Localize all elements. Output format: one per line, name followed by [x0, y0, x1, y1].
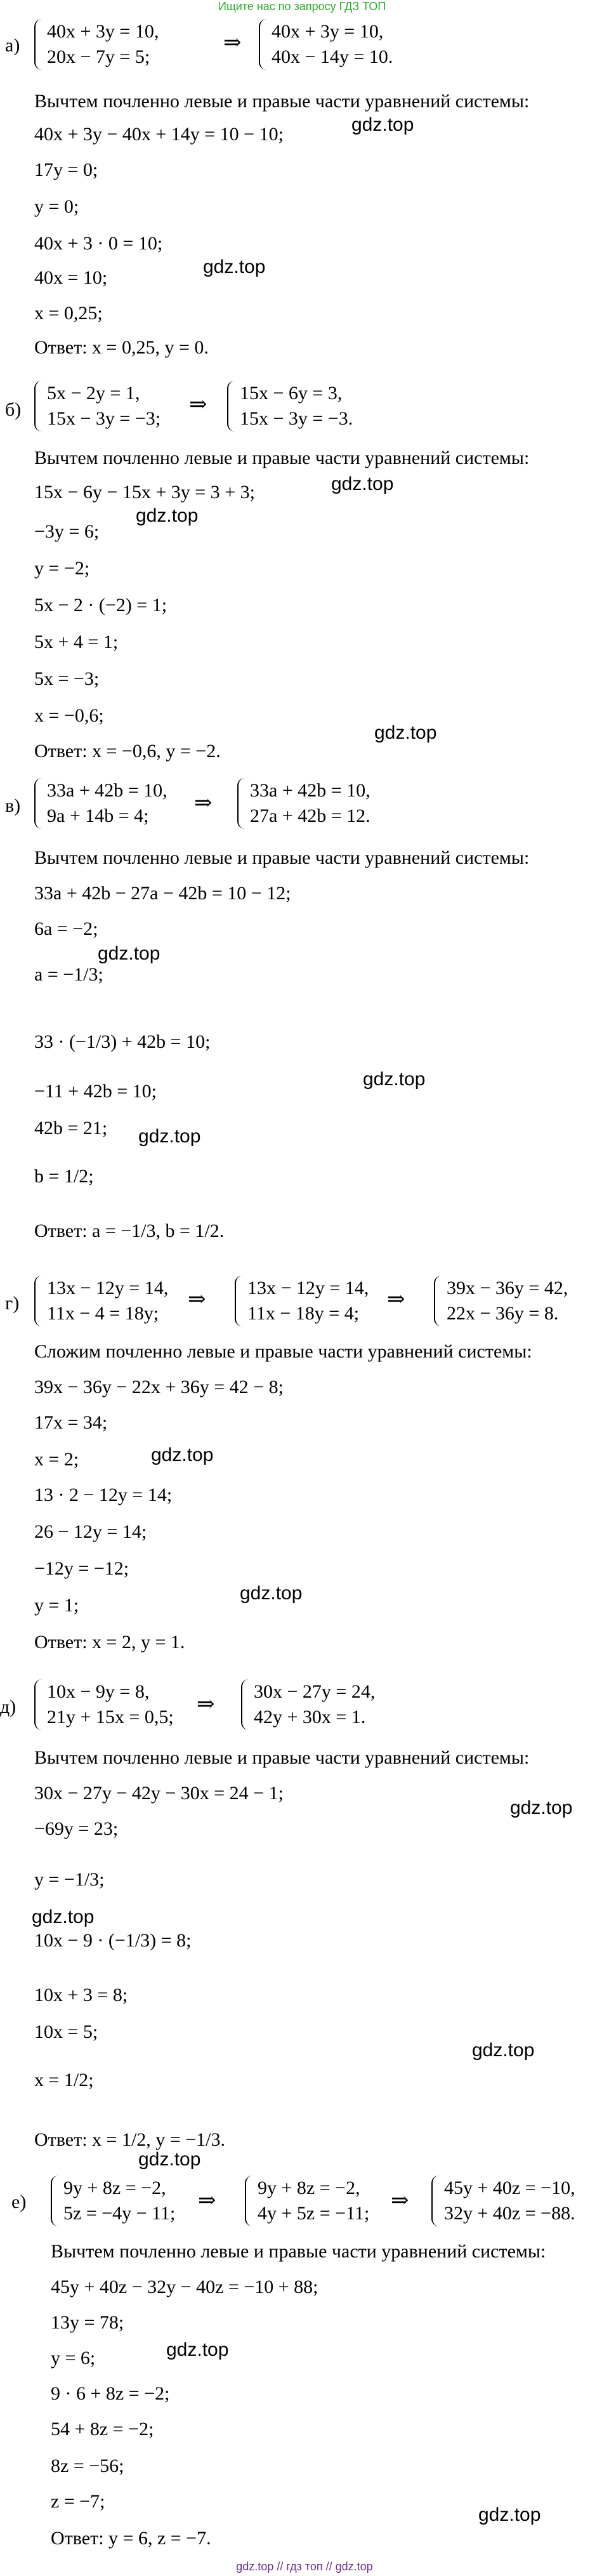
part-d-step: 10x − 9 · (−1/3) = 8; [34, 1930, 192, 1951]
part-b-label: б) [5, 399, 22, 420]
part-a-label: а) [5, 35, 20, 56]
part-v-step: 33a + 42b − 27a − 42b = 10 − 12; [34, 883, 291, 904]
part-b-step: 5x − 2 · (−2) = 1; [34, 595, 167, 616]
part-e-label: е) [11, 2191, 27, 2212]
part-a-step: 40x + 3 · 0 = 10; [34, 233, 163, 254]
part-e-intro: Вычтем почленно левые и правые части уравнений системы: [51, 2241, 546, 2262]
part-a-step: x = 0,25; [34, 303, 103, 324]
watermark: gdz.top [331, 473, 394, 494]
watermark: gdz.top [363, 1069, 426, 1090]
part-e-step: 8z = −56; [51, 2455, 124, 2476]
part-v-step: b = 1/2; [34, 1166, 94, 1187]
watermark: gdz.top [240, 1583, 303, 1604]
part-e-step: z = −7; [51, 2491, 105, 2512]
part-b-step: 5x + 4 = 1; [34, 631, 119, 652]
implies-arrow: ⇒ [387, 1288, 405, 1311]
watermark: gdz.top [478, 2504, 541, 2525]
watermark: gdz.top [138, 2149, 201, 2170]
watermark: gdz.top [138, 1126, 201, 1147]
implies-arrow: ⇒ [391, 2189, 409, 2212]
part-v-step: 33 · (−1/3) + 42b = 10; [34, 1031, 211, 1052]
part-v-intro: Вычтем почленно левые и правые части уравнений системы: [34, 847, 530, 868]
part-v-step: a = −1/3; [34, 964, 103, 985]
part-g-step: −12y = −12; [34, 1558, 129, 1579]
part-a-step: 40x + 3y − 40x + 14y = 10 − 10; [34, 124, 284, 145]
part-d-step: −69y = 23; [34, 1818, 119, 1839]
implies-arrow: ⇒ [194, 791, 213, 815]
watermark: gdz.top [98, 943, 160, 964]
part-v-step: 6a = −2; [34, 918, 98, 939]
part-v-label: в) [5, 795, 21, 816]
implies-arrow: ⇒ [197, 1693, 215, 1716]
watermark: gdz.top [472, 2040, 535, 2061]
part-a-step: 17y = 0; [34, 159, 98, 180]
part-d-step: 30x − 27y − 42y − 30x = 24 − 1; [34, 1783, 284, 1804]
watermark: gdz.top [374, 722, 437, 743]
part-e-step: 54 + 8z = −2; [51, 2419, 154, 2440]
part-b-intro: Вычтем почленно левые и правые части уравнений системы: [34, 447, 530, 468]
watermark: gdz.top [32, 1906, 95, 1927]
watermark: gdz.top [136, 505, 199, 526]
watermark: gdz.top [510, 1797, 573, 1818]
part-d-step: 10x + 3 = 8; [34, 1985, 128, 2005]
part-g-step: x = 2; [34, 1449, 79, 1470]
part-d-step: y = −1/3; [34, 1869, 105, 1890]
part-d-label: д) [0, 1696, 16, 1717]
implies-arrow: ⇒ [198, 2189, 216, 2212]
part-g-label: г) [5, 1293, 20, 1314]
part-a-step: y = 0; [34, 196, 79, 217]
implies-arrow: ⇒ [188, 1288, 206, 1311]
part-a-answer: Ответ: x = 0,25, y = 0. [34, 337, 209, 358]
part-g-step: 39x − 36y − 22x + 36y = 42 − 8; [34, 1377, 284, 1397]
part-e-answer: Ответ: y = 6, z = −7. [51, 2528, 211, 2549]
part-g-answer: Ответ: x = 2, y = 1. [34, 1632, 185, 1653]
part-v-step: 42b = 21; [34, 1118, 108, 1139]
part-v-answer: Ответ: a = −1/3, b = 1/2. [34, 1220, 225, 1241]
implies-arrow: ⇒ [189, 393, 207, 416]
part-b-step: 15x − 6y − 15x + 3y = 3 + 3; [34, 482, 255, 503]
part-e-step: 13y = 78; [51, 2312, 124, 2333]
part-d-intro: Вычтем почленно левые и правые части уравнений системы: [34, 1747, 530, 1768]
watermark: gdz.top [166, 2339, 229, 2360]
part-g-intro: Сложим почленно левые и правые части уравнений системы: [34, 1341, 532, 1362]
part-b-step: x = −0,6; [34, 705, 104, 726]
top-watermark: Ищите нас по запросу ГДЗ ТОП [218, 0, 386, 13]
bottom-watermark: gdz.top // гдз топ // gdz.top [236, 2560, 373, 2573]
part-g-step: 17x = 34; [34, 1412, 108, 1433]
part-d-step: 10x = 5; [34, 2021, 98, 2042]
part-a-step: 40x = 10; [34, 267, 108, 288]
watermark: gdz.top [203, 256, 266, 277]
part-e-step: 9 · 6 + 8z = −2; [51, 2383, 170, 2404]
part-b-step: −3y = 6; [34, 521, 100, 542]
watermark: gdz.top [151, 1444, 214, 1465]
part-b-answer: Ответ: x = −0,6, y = −2. [34, 741, 221, 762]
part-a-intro: Вычтем почленно левые и правые части уравнений системы: [34, 91, 530, 112]
part-g-step: 13 · 2 − 12y = 14; [34, 1484, 173, 1505]
part-g-step: y = 1; [34, 1595, 79, 1616]
part-e-step: y = 6; [51, 2348, 96, 2368]
part-d-step: x = 1/2; [34, 2070, 94, 2091]
part-b-step: y = −2; [34, 558, 90, 579]
part-e-step: 45y + 40z − 32y − 40z = −10 + 88; [51, 2276, 318, 2297]
part-g-step: 26 − 12y = 14; [34, 1521, 147, 1542]
part-v-step: −11 + 42b = 10; [34, 1081, 157, 1102]
watermark: gdz.top [351, 114, 414, 135]
part-d-answer: Ответ: x = 1/2, y = −1/3. [34, 2129, 225, 2150]
part-b-step: 5x = −3; [34, 668, 100, 689]
implies-arrow: ⇒ [223, 31, 242, 55]
